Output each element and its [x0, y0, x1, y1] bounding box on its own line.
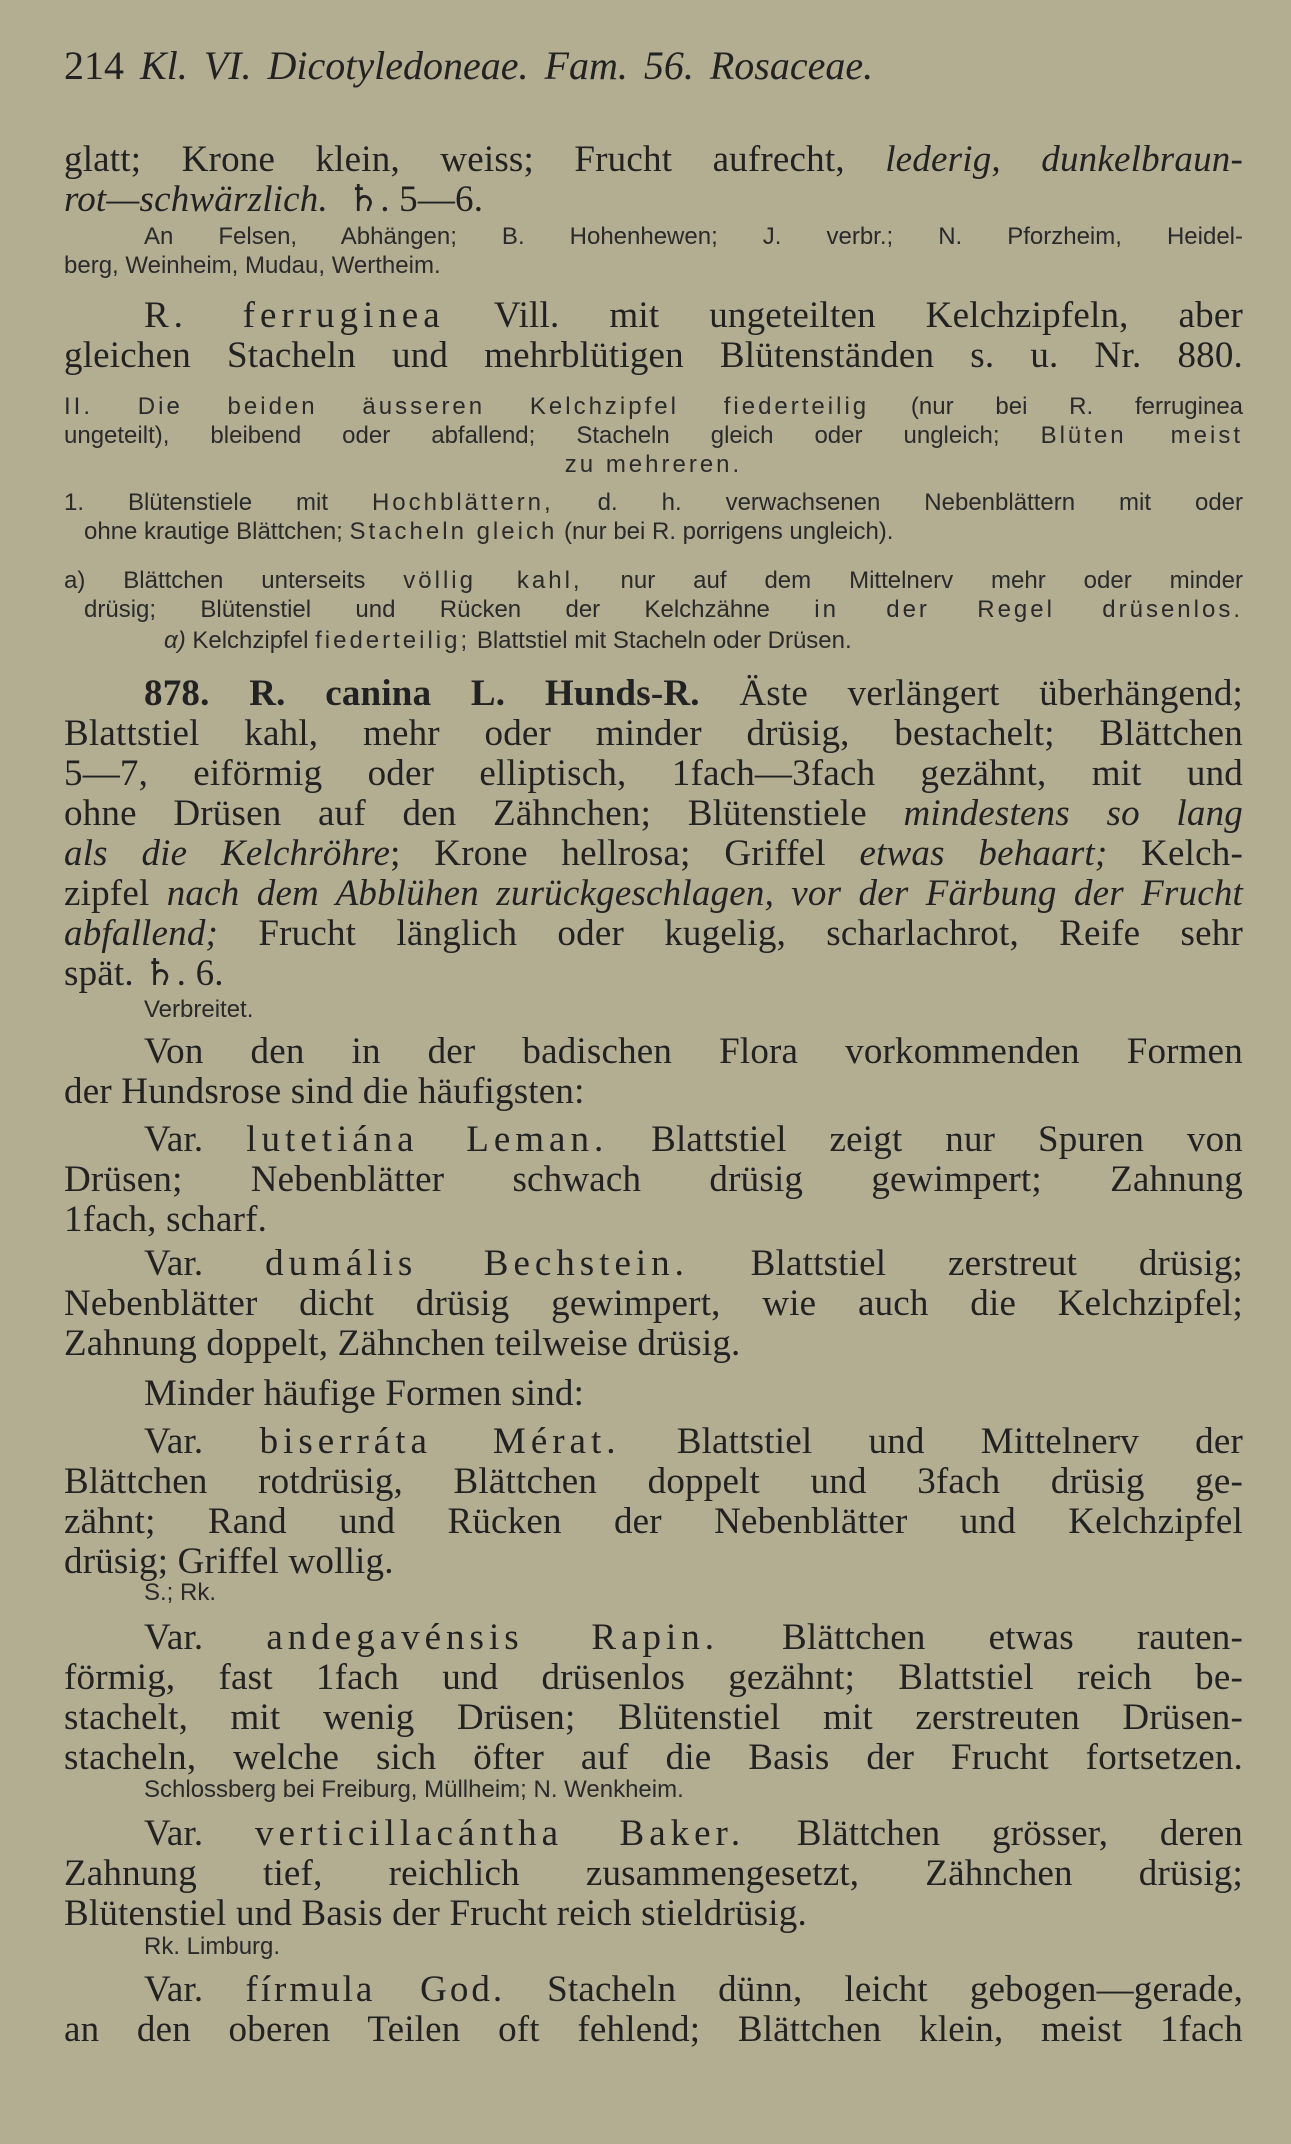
biserrata-line-3: zähnt; Rand und Rücken der Nebenblätter und Kelchzipfel	[64, 1501, 1243, 1542]
verticillacantha-line-3: Blütenstiel und Basis der Frucht reich stieldrüsig.	[64, 1893, 807, 1934]
key-1-line-2: ohne krautige Blättchen; Stacheln gleich (nur bei R. porrigens ungleich).	[84, 518, 894, 545]
running-header	[64, 44, 1243, 88]
lutetiana-line-3: 1fach, scharf.	[64, 1199, 268, 1240]
key-a-line-3: α) Kelchzipfel fiederteilig; Blattstiel mit Stacheln oder Drüsen.	[164, 627, 852, 654]
key-II-line-1: II. Die beiden äusseren Kelchzipfel fiederteilig (nur bei R. ferruginea	[64, 393, 1244, 420]
variety-name: biserráta Mérat.	[259, 1421, 621, 1462]
lutetiana-line-2: Drüsen; Nebenblätter schwach drüsig gewimpert; Zahnung	[64, 1159, 1243, 1200]
andegavensis-line-3: stachelt, mit wenig Drüsen; Blütenstiel mit zerstreuten Drüsen-	[64, 1697, 1243, 1738]
key-II-line-2: ungeteilt), bleibend oder abfallend; Stacheln gleich oder ungleich; Blüten meist	[64, 422, 1243, 449]
variety-name: fírmula God.	[245, 1969, 506, 2010]
dumalis-line-2: Nebenblätter dicht drüsig gewimpert, wie auch die Kelchzipfel;	[64, 1283, 1243, 1324]
intro-locality-2: berg, Weinheim, Mudau, Wertheim.	[64, 252, 441, 279]
andegavensis-line-1: Var. andegavénsis Rapin. Blättchen etwas rauten-	[144, 1617, 1243, 1658]
biserrata-locality: S.; Rk.	[144, 1579, 217, 1606]
intro-locality-1: An Felsen, Abhängen; B. Hohenhewen; J. verbr.; N. Pforzheim, Heidel-	[144, 223, 1243, 250]
verticillacantha-line-1: Var. verticillacántha Baker. Blättchen grösser, deren	[144, 1813, 1244, 1854]
page-number: 214	[64, 43, 124, 88]
forms-intro-line-1: Von den in der badischen Flora vorkommenden Formen	[144, 1031, 1243, 1072]
canina-line-3: 5—7, eiförmig oder elliptisch, 1fach—3fach gezähnt, mit und	[64, 753, 1243, 794]
canina-line-5: als die Kelchröhre; Krone hellrosa; Griffel etwas behaart; Kelch-	[64, 833, 1244, 874]
verticillacantha-line-2: Zahnung tief, reichlich zusammengesetzt, Zähnchen drüsig;	[64, 1853, 1243, 1894]
canina-line-1: 878. R. canina L. Hunds-R. Äste verlängert überhängend;	[144, 673, 1244, 714]
canina-line-6: zipfel nach dem Abblühen zurückgeschlagen, vor der Färbung der Frucht	[64, 873, 1244, 914]
andegavensis-line-4: stacheln, welche sich öfter auf die Basis der Frucht fortsetzen.	[64, 1737, 1243, 1778]
dumalis-line-1: Var. dumális Bechstein. Blattstiel zerstreut drüsig;	[144, 1243, 1244, 1284]
variety-name: andegavénsis Rapin.	[266, 1617, 720, 1658]
variety-name: verticillacántha Baker.	[255, 1813, 746, 1854]
intro-line-2: rot—schwärzlich. ♄. 5—6.	[64, 179, 484, 220]
verticillacantha-locality: Rk. Limburg.	[144, 1933, 281, 1960]
canina-line-8: spät. ♄. 6.	[64, 953, 224, 994]
key-II-line-3: zu mehreren.	[564, 451, 743, 478]
variety-name: dumális Bechstein.	[265, 1243, 689, 1284]
species-name: R. canina L. Hunds-R.	[249, 673, 700, 714]
canina-locality: Verbreitet.	[144, 996, 254, 1023]
intro-line-1: glatt; Krone klein, weiss; Frucht aufrecht, lederig, dunkelbraun-	[64, 139, 1243, 180]
key-a-line-1: a) Blättchen unterseits völlig kahl, nur auf dem Mittelnerv mehr oder minder	[64, 567, 1243, 594]
biserrata-line-4: drüsig; Griffel wollig.	[64, 1541, 394, 1582]
key-a-line-2: drüsig; Blütenstiel und Rücken der Kelchzähne in der Regel drüsenlos.	[84, 596, 1244, 623]
ferruginea-line-1: R. ferruginea Vill. mit ungeteilten Kelchzipfeln, aber	[144, 295, 1243, 336]
ferruginea-line-2: gleichen Stacheln und mehrblütigen Blütenständen s. u. Nr. 880.	[64, 335, 1243, 376]
dumalis-line-3: Zahnung doppelt, Zähnchen teilweise drüsig.	[64, 1323, 741, 1364]
firmula-line-1: Var. fírmula God. Stacheln dünn, leicht gebogen—gerade,	[144, 1969, 1244, 2010]
andegavensis-line-2: förmig, fast 1fach und drüsenlos gezähnt; Blattstiel reich be-	[64, 1657, 1243, 1698]
lutetiana-line-1: Var. lutetiána Leman. Blattstiel zeigt nur Spuren von	[144, 1119, 1243, 1160]
canina-line-2: Blattstiel kahl, mehr oder minder drüsig, bestachelt; Blättchen	[64, 713, 1243, 754]
variety-name: lutetiána Leman.	[246, 1119, 609, 1160]
forms-intro-line-2: der Hundsrose sind die häufigsten:	[64, 1071, 585, 1112]
andegavensis-locality: Schlossberg bei Freiburg, Müllheim; N. Wenkheim.	[144, 1776, 684, 1803]
minder-line: Minder häufige Formen sind:	[144, 1373, 585, 1414]
header-classification: Kl. VI. Dicotyledoneae. Fam. 56. Rosaceae.	[140, 43, 874, 88]
canina-line-7: abfallend; Frucht länglich oder kugelig, scharlachrot, Reife sehr	[64, 913, 1243, 954]
canina-line-4: ohne Drüsen auf den Zähnchen; Blütenstiele mindestens so lang	[64, 793, 1244, 834]
firmula-line-2: an den oberen Teilen oft fehlend; Blättchen klein, meist 1fach	[64, 2009, 1243, 2050]
key-1-line-1: 1. Blütenstiele mit Hochblättern, d. h. verwachsenen Nebenblättern mit oder	[64, 489, 1244, 516]
biserrata-line-2: Blättchen rotdrüsig, Blättchen doppelt und 3fach drüsig ge-	[64, 1461, 1243, 1502]
biserrata-line-1: Var. biserráta Mérat. Blattstiel und Mittelnerv der	[144, 1421, 1243, 1462]
